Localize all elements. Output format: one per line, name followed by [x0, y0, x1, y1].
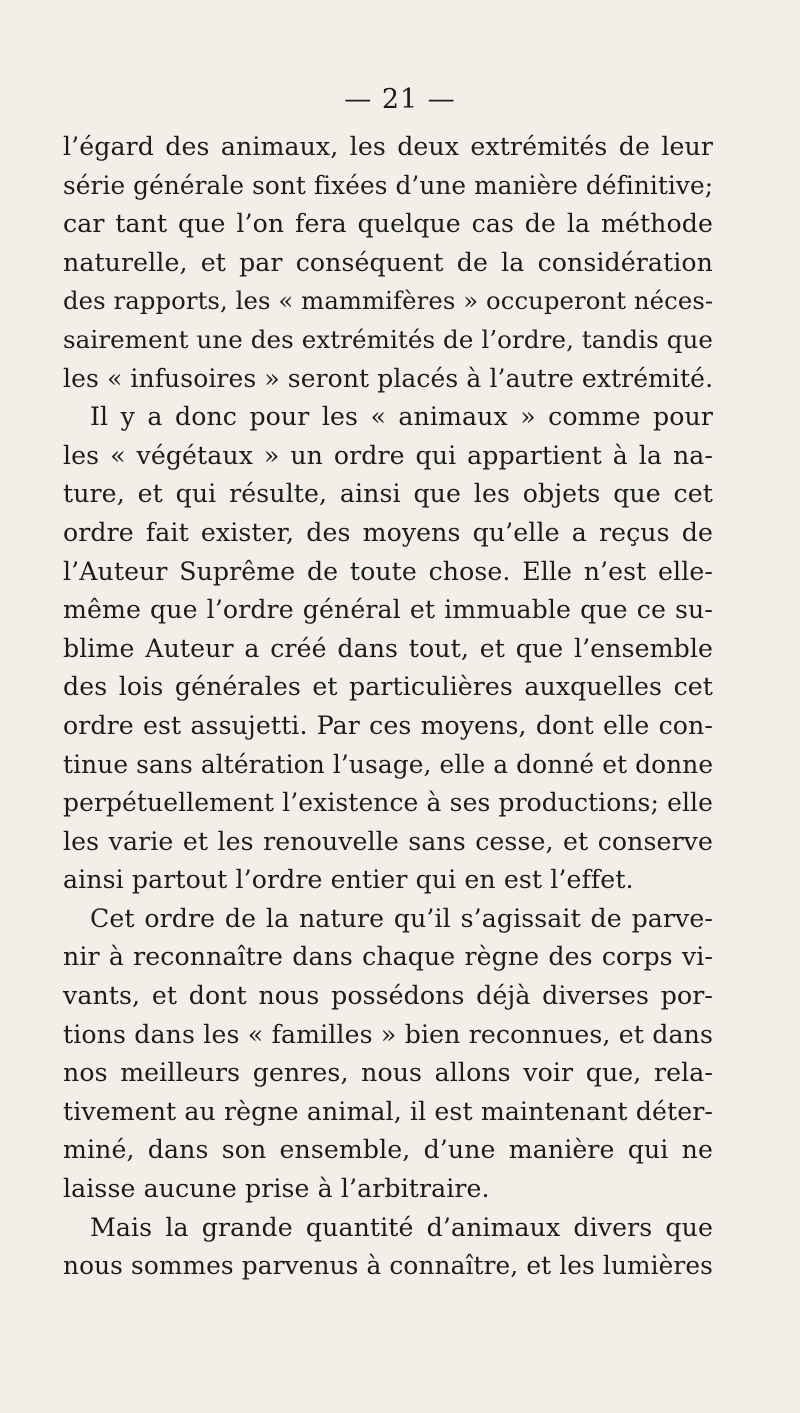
text-line: Il y a donc pour les « animaux » comme pour	[90, 402, 713, 432]
text-line: laisse aucune prise à l’arbitraire.	[63, 1174, 490, 1204]
text-line: Cet ordre de la nature qu’il s’agissait de parve-	[90, 903, 713, 933]
text-line: ainsi partout l’ordre entier qui en est l’effet.	[63, 865, 634, 895]
text-line: ture, et qui résulte, ainsi que les objets que cet	[63, 479, 713, 509]
page-number: — 21 —	[344, 84, 456, 115]
text-line: les varie et les renouvelle sans cesse, et conserve	[63, 826, 713, 856]
text-line: les « infusoires » seront placés à l’autre extrémité.	[63, 363, 714, 393]
text-line: naturelle, et par conséquent de la considération	[63, 247, 713, 277]
text-line: des rapports, les « mammifères » occuperont néces-	[63, 286, 714, 316]
text-line: perpétuellement l’existence à ses productions; elle	[63, 788, 713, 818]
text-line: blime Auteur a créé dans tout, et que l’ensemble	[63, 633, 713, 663]
text-line: série générale sont fixées d’une manière définitive;	[63, 170, 714, 200]
text-line: ordre fait exister, des moyens qu’elle a reçus de	[63, 517, 713, 547]
text-line: tinue sans altération l’usage, elle a donné et donne	[63, 749, 714, 779]
text-line: nir à reconnaître dans chaque règne des corps vi-	[63, 942, 713, 972]
text-line: les « végétaux » un ordre qui appartient à la na-	[63, 440, 713, 470]
text-line: l’égard des animaux, les deux extrémités de leur	[63, 132, 713, 161]
text-line: sairement une des extrémités de l’ordre, tandis que	[63, 324, 714, 354]
text-line: même que l’ordre général et immuable que ce su-	[63, 595, 713, 625]
text-line: ordre est assujetti. Par ces moyens, dont elle con-	[63, 710, 713, 740]
text-line: nous sommes parvenus à connaître, et les lumières	[63, 1251, 713, 1281]
text-line: tions dans les « familles » bien reconnues, et dans	[63, 1019, 713, 1049]
text-line: des lois générales et particulières auxquelles cet	[63, 672, 713, 702]
text-line: tivement au règne animal, il est maintenant déter-	[63, 1096, 713, 1126]
text-line: car tant que l’on fera quelque cas de la méthode	[63, 209, 713, 239]
text-line: nos meilleurs genres, nous allons voir que, rela-	[63, 1058, 713, 1088]
text-line: vants, et dont nous possédons déjà diverses por-	[63, 981, 713, 1011]
body-text	[63, 128, 713, 1286]
text-line: miné, dans son ensemble, d’une manière qui ne	[63, 1135, 713, 1165]
text-line: l’Auteur Suprême de toute chose. Elle n’est elle-	[63, 556, 713, 586]
text-line: Mais la grande quantité d’animaux divers que	[90, 1212, 713, 1242]
